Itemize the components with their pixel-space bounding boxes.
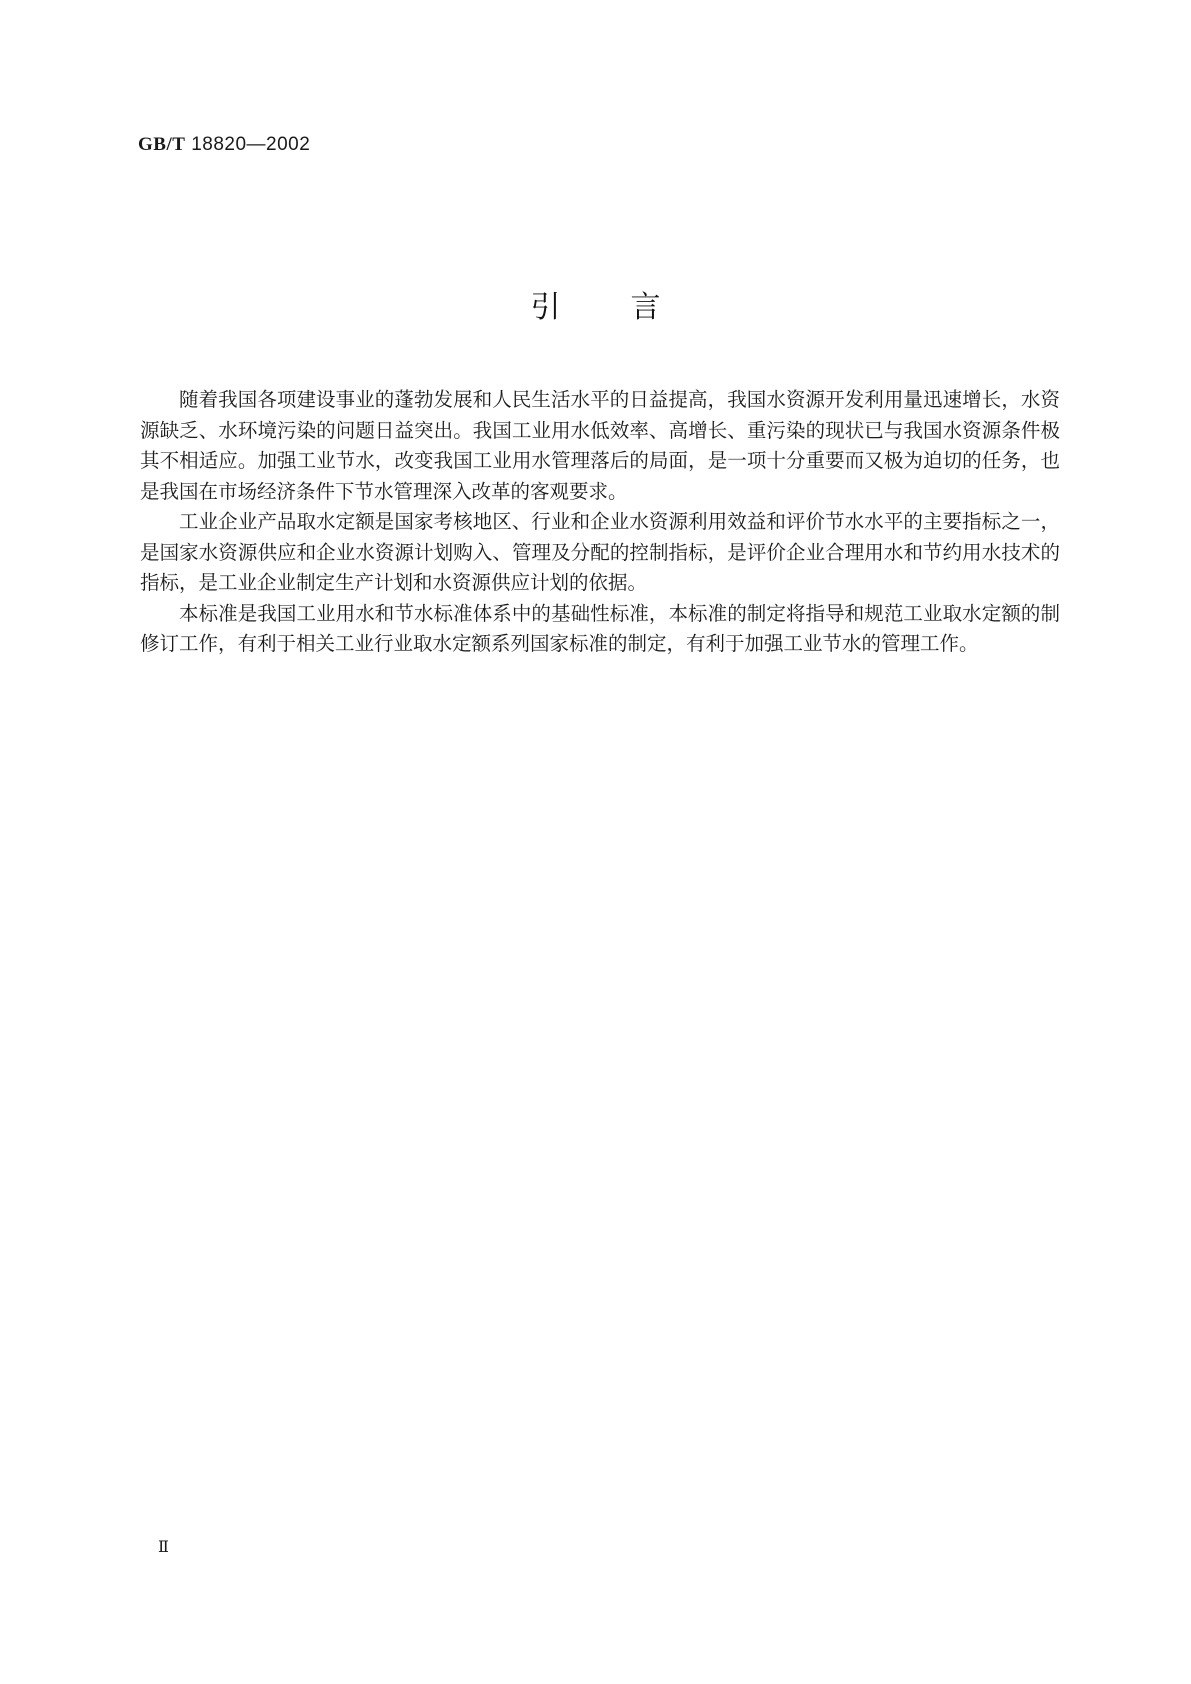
standard-prefix: GB/T [138, 134, 186, 155]
paragraph-3: 本标准是我国工业用水和节水标准体系中的基础性标准，本标准的制定将指导和规范工业取水定额的制修订工作，有利于相关工业行业取水定额系列国家标准的制定，有利于加强工业节水的管理工作。 [140, 601, 1060, 655]
paragraph-1: 随着我国各项建设事业的蓬勃发展和人民生活水平的日益提高，我国水资源开发利用量迅速增长，水资源缺乏、水环境污染的问题日益突出。我国工业用水低效率、高增长、重污染的现状已与我国水资源条件极其不相适应。加强工业节水，改变我国工业用水管理落后的局面，是一项十分重要而又极为迫切的任务，也是我国在市场经济条件下节水管理深入改革的客观要求。 [140, 388, 1060, 503]
standard-number: 18820—2002 [191, 134, 311, 155]
paragraph-2: 工业企业产品取水定额是国家考核地区、行业和企业水资源利用效益和评价节水水平的主要指标之一，是国家水资源供应和企业水资源计划购入、管理及分配的控制指标，是评价企业合理用水和节约用水技术的指标，是工业企业制定生产计划和水资源供应计划的依据。 [140, 510, 1060, 594]
standard-code [138, 134, 310, 156]
page-title: 引言 [530, 290, 731, 325]
page-number: Ⅱ [158, 1537, 169, 1556]
introduction-body [140, 385, 1060, 660]
